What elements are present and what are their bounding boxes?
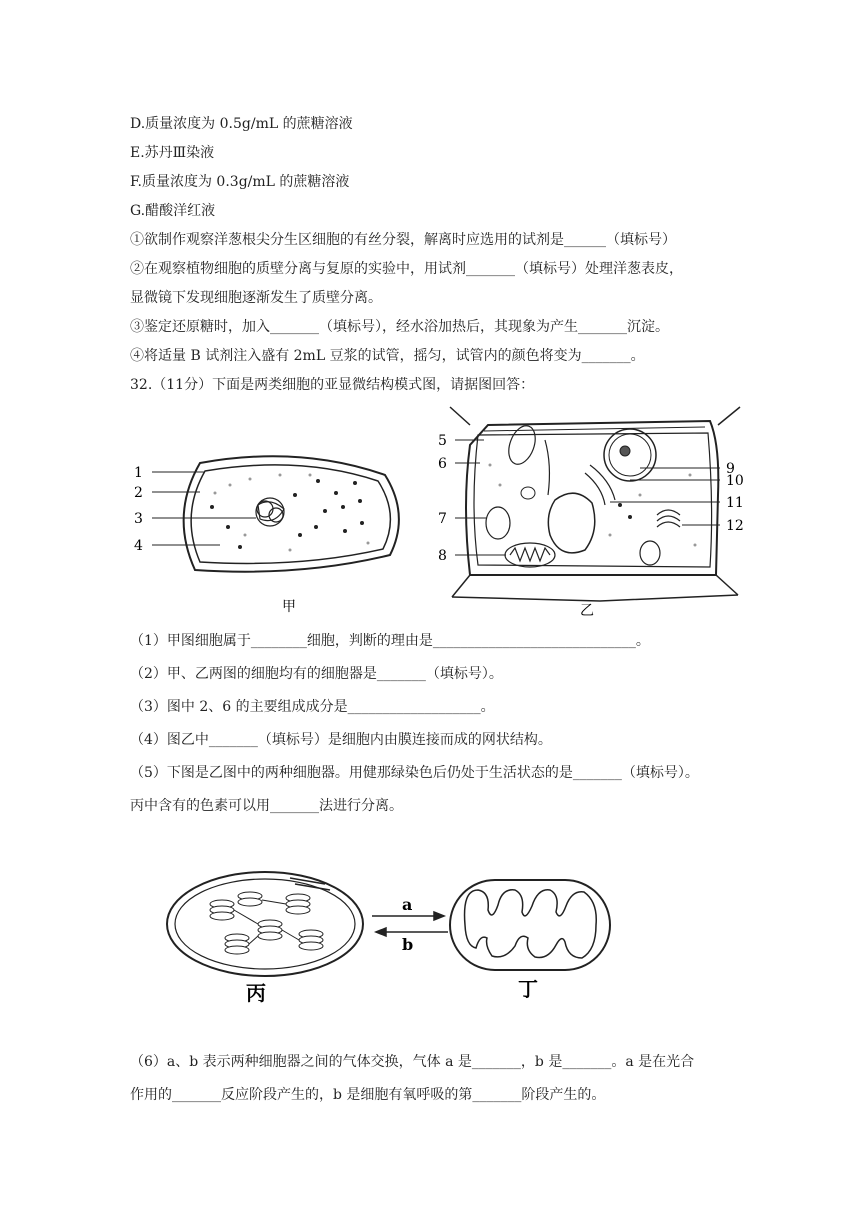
- nucleoid: [256, 498, 284, 526]
- nucleus: [604, 429, 656, 481]
- q32-header: 32.（11分）下面是两类细胞的亚显微结构模式图，请据图回答：: [130, 377, 535, 393]
- label-5: 5: [438, 433, 447, 449]
- mitochondrion-ding: [450, 880, 610, 970]
- q31-item1: ①欲制作观察洋葱根尖分生区细胞的有丝分裂，解离时应选用的试剂是______（填标号）: [130, 232, 676, 248]
- label-10: 10: [726, 473, 744, 489]
- label-3: 3: [134, 511, 143, 527]
- option-g: G.醋酸洋红液: [130, 203, 216, 219]
- organelle-figure: [0, 850, 865, 1030]
- q32-sub5-line1: （5）下图是乙图中的两种细胞器。用健那绿染色后仍处于生活状态的是_______（填标号）。: [130, 765, 699, 781]
- q32-sub1: （1）甲图细胞属于________细胞，判断的理由是_____________________________。: [130, 633, 650, 649]
- q32-sub5-line2: 丙中含有的色素可以用_______法进行分离。: [130, 798, 403, 814]
- q32-sub6-line1: （6）a、b 表示两种细胞器之间的气体交换，气体 a 是_______，b 是_______。a 是在光合: [130, 1054, 695, 1070]
- label-6: 6: [438, 456, 447, 472]
- label-11: 11: [726, 495, 744, 511]
- q31-item3: ③鉴定还原糖时，加入_______（填标号），经水浴加热后，其现象为产生_______沉淀。: [130, 319, 669, 335]
- option-d: D.质量浓度为 0.5g/mL 的蔗糖溶液: [130, 116, 353, 132]
- plant-cell-yi: [438, 407, 744, 619]
- option-f: F.质量浓度为 0.3g/mL 的蔗糖溶液: [130, 174, 350, 190]
- grana-stacks: [210, 892, 323, 954]
- label-9: 9: [726, 461, 735, 477]
- label-12: 12: [726, 518, 744, 534]
- label-2: 2: [134, 485, 143, 501]
- arrow-a-label: a: [402, 895, 413, 914]
- chloroplast-bing: [167, 872, 363, 976]
- q32-sub2: （2）甲、乙两图的细胞均有的细胞器是_______（填标号）。: [130, 666, 503, 682]
- q32-sub6-line2: 作用的_______反应阶段产生的，b 是细胞有氧呼吸的第_______阶段产生的。: [130, 1087, 606, 1103]
- q31-item2-line1: ②在观察植物细胞的质壁分离与复原的实验中，用试剂_______（填标号）处理洋葱表皮，: [130, 261, 683, 277]
- option-e: E.苏丹Ⅲ染液: [130, 145, 215, 161]
- arrow-b-label: b: [402, 935, 414, 954]
- caption-bing: 丙: [246, 981, 266, 1005]
- label-1: 1: [134, 465, 143, 481]
- vacuole: [548, 493, 594, 553]
- caption-yi: 乙: [580, 603, 594, 619]
- golgi-apparatus: [657, 510, 680, 527]
- q32-sub3: （3）图中 2、6 的主要组成成分是___________________。: [130, 699, 495, 715]
- ribosome-dots: [210, 479, 364, 549]
- label-8: 8: [438, 548, 447, 564]
- arrows: [372, 912, 448, 936]
- label-4: 4: [134, 538, 143, 554]
- q32-sub4: （4）图乙中_______（填标号）是细胞内由膜连接而成的网状结构。: [130, 732, 552, 748]
- caption-jia: 甲: [282, 599, 296, 615]
- mitochondrion: [505, 543, 555, 567]
- q31-item2-line2: 显微镜下发现细胞逐渐发生了质壁分离。: [130, 290, 382, 306]
- prokaryotic-cell-jia: [134, 456, 399, 615]
- label-7: 7: [438, 511, 447, 527]
- caption-ding: 丁: [518, 977, 538, 1001]
- cytoplasm-speckles: [214, 474, 370, 552]
- q31-item4: ④将适量 B 试剂注入盛有 2mL 豆浆的试管，摇匀，试管内的颜色将变为_______。: [130, 348, 645, 364]
- cell-diagrams-figure: [0, 405, 865, 635]
